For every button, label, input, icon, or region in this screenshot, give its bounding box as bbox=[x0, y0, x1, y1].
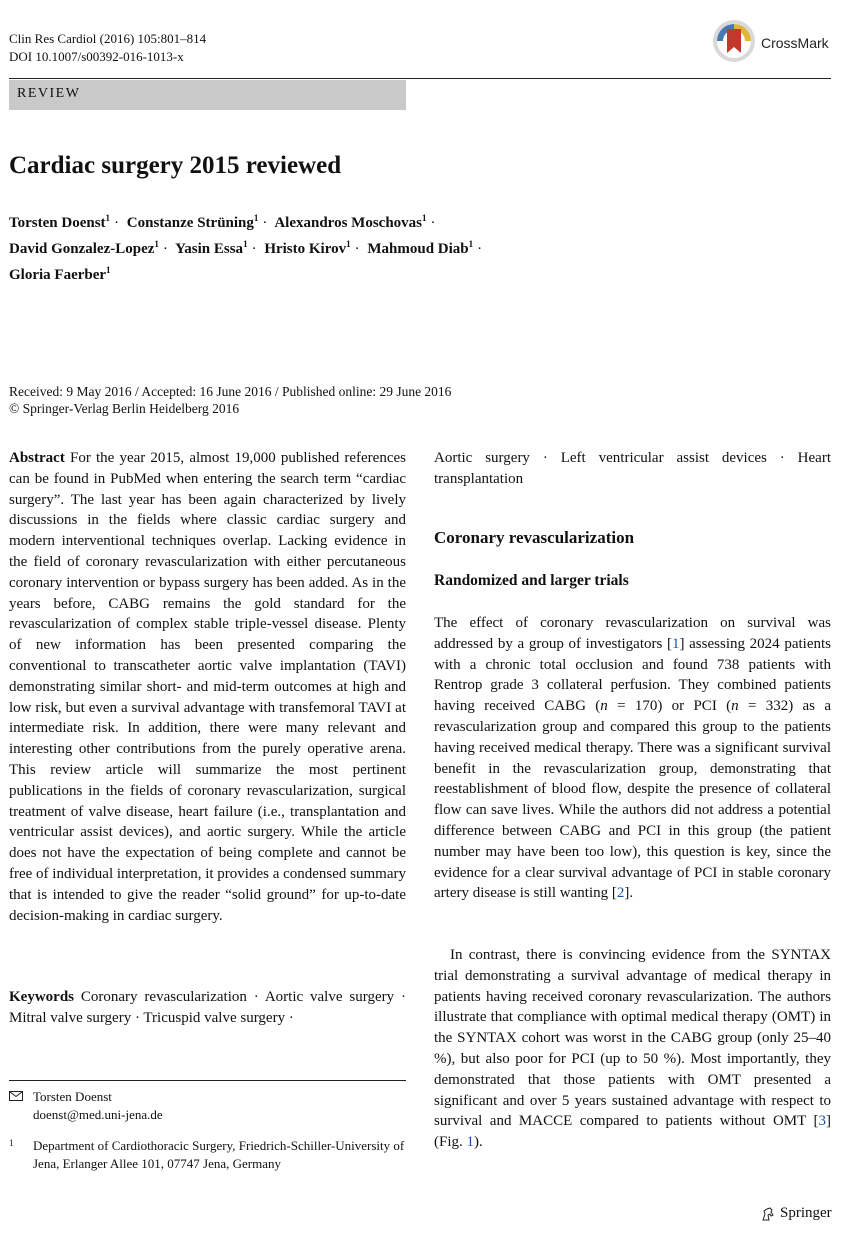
text-run: = 332) as a revascularization group and compared this group to the patients having received medical therapy. There was a significant survival benefit in the revascularization group, demonstrating that reestablishment of blood flow, despite the presence of collateral flow can save lives. While the authors did not address a potential difference between CABG and PCI in this group (the patient number may have been too low), this question is key, since the evidence for a clear survival advantage of PCI in stable coronary artery disease is still wanting [ bbox=[434, 698, 831, 902]
figure-link[interactable]: 1 bbox=[466, 1134, 475, 1151]
author-affiliation-mark: 1 bbox=[105, 213, 111, 223]
author-separator: · bbox=[162, 241, 168, 257]
author-affiliation-mark: 1 bbox=[346, 239, 351, 249]
publication-dates bbox=[9, 383, 451, 417]
copyright-line: © Springer-Verlag Berlin Heidelberg 2016 bbox=[9, 401, 240, 416]
section-heading: Coronary revascularization bbox=[434, 528, 635, 547]
author-name[interactable]: Constanze Strüning$^1$ bbox=[126, 213, 259, 231]
author-name[interactable]: Hristo Kirov$^1$ bbox=[264, 239, 351, 257]
text-run: The effect of coronary revascularization on survival was addressed by a group of investigators [ bbox=[434, 615, 831, 652]
affiliation-number: 1 bbox=[9, 1138, 14, 1148]
author-separator: · bbox=[354, 241, 360, 257]
text-run: = 170) or PCI ( bbox=[607, 698, 732, 715]
text-run: ] (Fig. bbox=[434, 1113, 831, 1151]
italic-variable: n bbox=[731, 698, 739, 715]
dates-line: Received: 9 May 2016 / Accepted: 16 June 2016 / Published online: 29 June 2016 bbox=[9, 384, 452, 399]
crossmark-icon bbox=[711, 18, 757, 64]
author-affiliation-mark: 1 bbox=[468, 239, 474, 249]
body-paragraph-1 bbox=[434, 613, 831, 904]
author-name[interactable]: David Gonzalez-Lopez$^1$ bbox=[9, 239, 159, 257]
corresponding-author bbox=[9, 1088, 163, 1124]
publisher-logo[interactable] bbox=[760, 1205, 832, 1225]
author-separator: · bbox=[114, 215, 120, 231]
footnote-rule bbox=[9, 1080, 406, 1081]
text-run: ]. bbox=[624, 885, 634, 902]
author-name[interactable]: Yasin Essa$^1$ bbox=[175, 239, 248, 257]
abstract-text: For the year 2015, almost 19,000 published references can be found in PubMed when entering the search term “cardiac surgery”. The last year has been again characterized by lively discussions in the fields where classic cardiac surgery and modern interventional techniques overlap. Lacking evidence in the field of coronary revascularization with either percutaneous coronary intervention or bypass surgery has been added. As in the years before, CABG remains the gold standard for the revascularization of complex stable triple-vessel disease. Plenty of new information has been presented comparing the conventional to transcatheter aortic valve implantation (TAVI) demonstrating similar short- and mid-term outcomes at high and low risk, but even a survival advantage with transfemoral TAVI at intermediate risk. In addition, there were many relevant and interesting other contributions from the purely operative arena. This review article will summarize the most pertinent publications in the fields of coronary revascularization, surgical treatment of valve disease, heart failure (i.e., transplantation and ventricular assist devices), and aortic surgery. While the article does not have the expectation of being complete and cannot be free of individual interpretation, it provides a condensed summary that is intended to give the reader “solid ground” for up-to-date decision-making in cardiac surgery. bbox=[9, 450, 406, 924]
abstract bbox=[9, 448, 406, 926]
keywords bbox=[9, 987, 406, 1029]
section-label: REVIEW bbox=[17, 86, 81, 101]
author-affiliation-mark: 1 bbox=[243, 239, 248, 249]
author-separator: · bbox=[477, 241, 483, 257]
citation-link[interactable]: 3 bbox=[818, 1113, 826, 1130]
author-affiliation-mark: 1 bbox=[106, 265, 111, 275]
author-list bbox=[9, 208, 569, 286]
publisher-name: Springer bbox=[780, 1205, 832, 1221]
journal-line: Clin Res Cardiol (2016) 105:801–814 bbox=[9, 31, 207, 46]
contact-name: Torsten Doenst bbox=[33, 1089, 112, 1104]
header-rule bbox=[9, 78, 831, 79]
journal-citation bbox=[9, 30, 206, 66]
author-name[interactable]: Alexandros Moschovas$^1$ bbox=[274, 213, 427, 231]
italic-variable: n bbox=[600, 698, 608, 715]
author-affiliation-mark: 1 bbox=[422, 213, 427, 223]
doi-line[interactable]: DOI 10.1007/s00392-016-1013-x bbox=[9, 49, 184, 64]
author-name[interactable]: Torsten Doenst$^1$ bbox=[9, 213, 111, 231]
body-paragraph-2 bbox=[434, 945, 831, 1153]
citation-link[interactable]: 1 bbox=[671, 635, 680, 652]
text-run: ). bbox=[474, 1134, 483, 1151]
author-separator: · bbox=[251, 241, 257, 257]
article-title: Cardiac surgery 2015 reviewed bbox=[9, 152, 342, 179]
author-name[interactable]: Gloria Faerber$^1$ bbox=[9, 265, 111, 283]
contact-email[interactable]: doenst@med.uni-jena.de bbox=[33, 1107, 163, 1122]
affiliation-text: Department of Cardiothoracic Surgery, Friedrich-Schiller-University of Jena, Erlanger Allee 101, 07747 Jena, Germany bbox=[33, 1138, 405, 1171]
author-name[interactable]: Mahmoud Diab$^1$ bbox=[367, 239, 474, 257]
springer-horse-icon bbox=[760, 1206, 776, 1222]
subsection-heading: Randomized and larger trials bbox=[434, 572, 629, 589]
keywords-label: Keywords bbox=[9, 989, 74, 1005]
citation-link[interactable]: 2 bbox=[616, 885, 625, 902]
author-affiliation-mark: 1 bbox=[154, 239, 159, 249]
text-run: ] assessing 2024 patients with a chronic total occlusion and found 738 patients with Rentrop grade 3 collateral perfusion. They combined patients having received CABG ( bbox=[434, 635, 831, 715]
keywords-text: Coronary revascularization · Aortic valve surgery · Mitral valve surgery · Tricuspid valve surgery · bbox=[9, 989, 406, 1026]
author-separator: · bbox=[262, 215, 268, 231]
keywords-continued: Aortic surgery · Left ventricular assist devices · Heart transplantation bbox=[434, 450, 831, 487]
author-affiliation-mark: 1 bbox=[253, 213, 259, 223]
abstract-label: Abstract bbox=[9, 450, 65, 466]
section-banner bbox=[9, 80, 406, 110]
text-run: In contrast, there is convincing evidence from the SYNTAX trial demonstrating a survival advantage of medical therapy in patients having received coronary revascularization. The authors illustrate that compliance with optimal medical therapy (OMT) in the SYNTAX cohort was worst in the CABG group (only 25–40 %), but also poor for PCI (up to 50 %). Most importantly, they demonstrated that those patients with OMT presented a significant and over 5 years sustained advantage with respect to survival and MACCE compared to patients without OMT [ bbox=[434, 947, 831, 1130]
crossmark-label: CrossMark bbox=[761, 35, 829, 51]
crossmark-badge[interactable] bbox=[711, 18, 851, 66]
envelope-icon bbox=[9, 1091, 23, 1101]
affiliation bbox=[9, 1137, 406, 1173]
author-separator: · bbox=[430, 215, 436, 231]
